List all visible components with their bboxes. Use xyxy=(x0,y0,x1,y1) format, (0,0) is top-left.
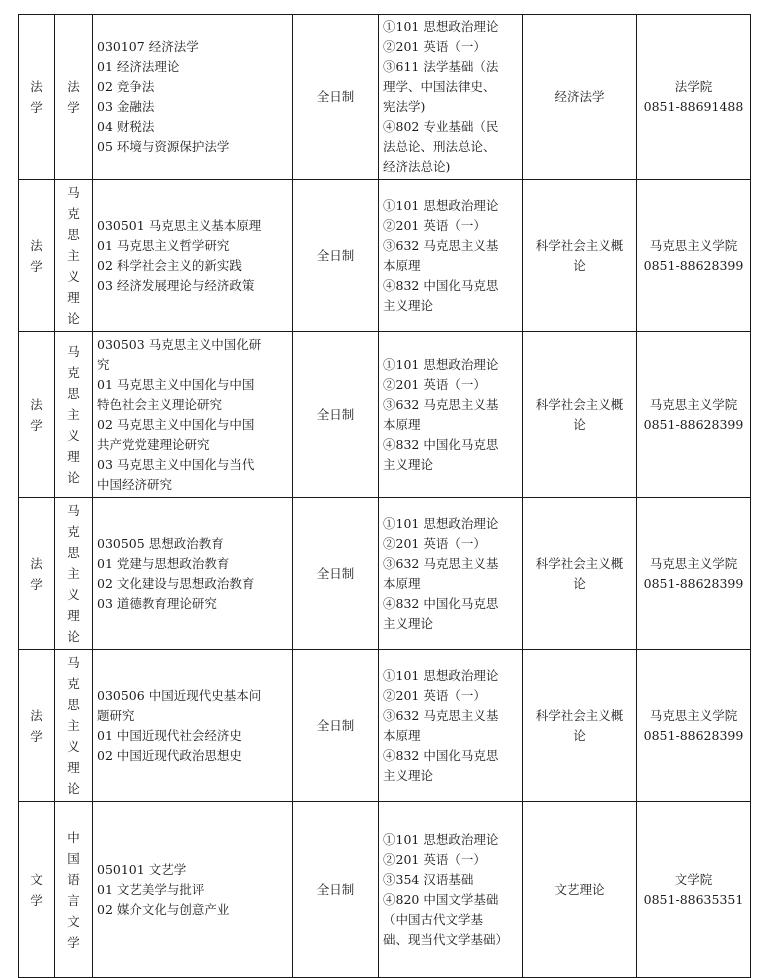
exam-subjects-cell-line: 本原理 xyxy=(383,727,421,743)
category-cell xyxy=(19,650,55,802)
program-cell-line: 05 环境与资源保护法学 xyxy=(97,139,230,154)
category-cell xyxy=(19,15,55,180)
discipline-cell xyxy=(55,650,93,802)
program-cell-line: 03 道德教育理论研究 xyxy=(97,595,217,611)
program-cell-line: 030506 中国近现代史基本问 xyxy=(97,687,262,703)
contact-cell xyxy=(637,802,751,978)
program-cell-line: 究 xyxy=(97,356,110,372)
program-cell-line: 02 马克思主义中国化与中国 xyxy=(97,416,255,432)
retest-subject-cell xyxy=(523,180,637,332)
program-cell-line: 030505 思想政治教育 xyxy=(97,535,224,551)
program-cell-line: 01 党建与思想政治教育 xyxy=(97,555,230,571)
exam-subjects-cell xyxy=(379,180,523,332)
program-cell-line: 特色社会主义理论研究 xyxy=(97,396,223,412)
retest-subject-cell xyxy=(523,498,637,650)
contact-cell-line: 0851-88691488 xyxy=(643,99,744,114)
program-cell-line: 030107 经济法学 xyxy=(97,39,199,54)
exam-subjects-cell-line: 法总论、刑法总论、 xyxy=(383,139,496,154)
table-row xyxy=(19,15,751,180)
program-cell-line: 02 竞争法 xyxy=(97,79,155,94)
contact-cell-line: 0851-88628399 xyxy=(643,416,744,432)
exam-subjects-cell-line: （中国古代文学基 xyxy=(383,911,484,927)
discipline-cell-text: 马克思主义理论 xyxy=(67,503,80,644)
table-row xyxy=(19,180,751,332)
contact-cell-line: 0851-88628399 xyxy=(643,727,744,743)
program-cell xyxy=(93,650,293,802)
program-cell-line: 01 经济法理论 xyxy=(97,59,180,74)
exam-subjects-cell-line: 主义理论 xyxy=(383,297,434,313)
program-cell-line: 050101 文艺学 xyxy=(97,861,187,877)
exam-subjects-cell xyxy=(379,802,523,978)
program-cell-line: 03 经济发展理论与经济政策 xyxy=(97,277,255,293)
retest-subject-cell-line: 论 xyxy=(573,727,586,743)
exam-subjects-cell-line: ③632 马克思主义基 xyxy=(383,707,499,723)
exam-subjects-cell-line: ②201 英语（一） xyxy=(383,687,486,703)
contact-cell xyxy=(637,180,751,332)
contact-cell-line: 法学院 xyxy=(674,79,713,94)
program-cell xyxy=(93,15,293,180)
retest-subject-cell xyxy=(523,332,637,498)
contact-cell-line: 0851-88635351 xyxy=(643,891,744,907)
retest-subject-cell xyxy=(523,15,637,180)
exam-subjects-cell-line: ④820 中国文学基础 xyxy=(383,891,499,907)
discipline-cell xyxy=(55,15,93,180)
program-cell-line: 03 金融法 xyxy=(97,99,155,114)
study-mode-cell: 全日制 xyxy=(293,650,379,802)
study-mode-cell: 全日制 xyxy=(293,15,379,180)
contact-cell-line: 马克思主义学院 xyxy=(649,707,738,723)
contact-cell-line: 马克思主义学院 xyxy=(649,237,738,253)
exam-subjects-cell-line: ④832 中国化马克思 xyxy=(383,277,499,293)
program-cell-line: 030501 马克思主义基本原理 xyxy=(97,217,262,233)
exam-subjects-cell-line: ①101 思想政治理论 xyxy=(383,197,499,213)
category-cell xyxy=(19,180,55,332)
discipline-cell xyxy=(55,498,93,650)
program-cell-line: 01 马克思主义中国化与中国 xyxy=(97,376,255,392)
program-cell xyxy=(93,802,293,978)
category-cell xyxy=(19,802,55,978)
category-cell-text: 文学 xyxy=(30,871,43,908)
discipline-cell-text: 中国语言文学 xyxy=(67,829,80,950)
program-cell xyxy=(93,498,293,650)
study-mode-cell: 全日制 xyxy=(293,498,379,650)
exam-subjects-cell-line: ③632 马克思主义基 xyxy=(383,396,499,412)
exam-subjects-cell-line: ②201 英语（一） xyxy=(383,851,486,867)
exam-subjects-cell xyxy=(379,332,523,498)
study-mode-cell: 全日制 xyxy=(293,802,379,978)
table-row xyxy=(19,802,751,978)
retest-subject-cell-line: 论 xyxy=(573,575,586,591)
contact-cell-line: 马克思主义学院 xyxy=(649,555,738,571)
category-cell-text: 法学 xyxy=(30,707,43,744)
program-cell-line: 01 中国近现代社会经济史 xyxy=(97,727,242,743)
exam-subjects-cell-line: ①101 思想政治理论 xyxy=(383,515,499,531)
category-cell-text: 法学 xyxy=(30,237,43,274)
contact-cell xyxy=(637,15,751,180)
contact-cell-line: 0851-88628399 xyxy=(643,575,744,591)
exam-subjects-cell xyxy=(379,498,523,650)
program-cell-line: 030503 马克思主义中国化研 xyxy=(97,336,262,352)
program-cell-line: 02 文化建设与思想政治教育 xyxy=(97,575,255,591)
exam-subjects-cell-line: 础、现当代文学基础） xyxy=(383,931,509,947)
exam-subjects-cell-line: 经济法总论) xyxy=(383,159,451,174)
exam-subjects-cell-line: ④832 中国化马克思 xyxy=(383,595,499,611)
program-cell xyxy=(93,180,293,332)
program-cell-line: 02 中国近现代政治思想史 xyxy=(97,747,242,763)
retest-subject-cell xyxy=(523,802,637,978)
retest-subject-cell-line: 论 xyxy=(573,257,586,273)
discipline-cell-text: 法学 xyxy=(67,79,80,115)
contact-cell xyxy=(637,498,751,650)
discipline-cell-text: 马克思主义理论 xyxy=(67,344,80,485)
discipline-cell-text: 马克思主义理论 xyxy=(67,655,80,796)
exam-subjects-cell-line: ③632 马克思主义基 xyxy=(383,237,499,253)
exam-subjects-cell-line: 主义理论 xyxy=(383,767,434,783)
exam-subjects-cell-line: 本原理 xyxy=(383,257,421,273)
category-cell-text: 法学 xyxy=(30,79,43,115)
retest-subject-cell-line: 科学社会主义概 xyxy=(535,396,624,412)
exam-subjects-cell-line: 主义理论 xyxy=(383,615,434,631)
retest-subject-cell-line: 科学社会主义概 xyxy=(535,555,624,571)
contact-cell-line: 马克思主义学院 xyxy=(649,396,738,412)
exam-subjects-cell-line: ③611 法学基础（法 xyxy=(383,59,499,74)
discipline-cell-text: 马克思主义理论 xyxy=(67,185,80,326)
contact-cell xyxy=(637,332,751,498)
study-mode-cell: 全日制 xyxy=(293,332,379,498)
exam-subjects-cell-line: 理学、中国法律史、 xyxy=(383,79,496,94)
exam-subjects-cell-line: 宪法学) xyxy=(383,99,426,114)
program-cell-line: 02 科学社会主义的新实践 xyxy=(97,257,242,273)
retest-subject-cell xyxy=(523,650,637,802)
exam-subjects-cell-line: 本原理 xyxy=(383,416,421,432)
retest-subject-cell-line: 论 xyxy=(573,416,586,432)
exam-subjects-cell-line: ①101 思想政治理论 xyxy=(383,831,499,847)
exam-subjects-cell-line: ④832 中国化马克思 xyxy=(383,436,499,452)
contact-cell-line: 0851-88628399 xyxy=(643,257,744,273)
exam-subjects-cell xyxy=(379,15,523,180)
category-cell xyxy=(19,332,55,498)
category-cell-text: 法学 xyxy=(30,555,43,592)
exam-subjects-cell-line: ④802 专业基础（民 xyxy=(383,119,499,134)
program-cell-line: 02 媒介文化与创意产业 xyxy=(97,901,230,917)
table-row xyxy=(19,650,751,802)
retest-subject-cell-line: 文艺理论 xyxy=(554,881,605,897)
discipline-cell xyxy=(55,180,93,332)
exam-subjects-cell-line: ①101 思想政治理论 xyxy=(383,667,499,683)
exam-subjects-cell-line: ②201 英语（一） xyxy=(383,217,486,233)
contact-cell-line: 文学院 xyxy=(674,871,713,887)
retest-subject-cell-line: 经济法学 xyxy=(554,89,605,104)
retest-subject-cell-line: 科学社会主义概 xyxy=(535,707,624,723)
exam-subjects-cell-line: ②201 英语（一） xyxy=(383,376,486,392)
program-cell-line: 共产党党建理论研究 xyxy=(97,436,210,452)
program-cell-line: 01 马克思主义哲学研究 xyxy=(97,237,230,253)
exam-subjects-cell-line: 主义理论 xyxy=(383,456,434,472)
contact-cell xyxy=(637,650,751,802)
program-cell-line: 03 马克思主义中国化与当代 xyxy=(97,456,255,472)
table-row xyxy=(19,498,751,650)
category-cell xyxy=(19,498,55,650)
program-table xyxy=(18,14,751,978)
exam-subjects-cell-line: ④832 中国化马克思 xyxy=(383,747,499,763)
discipline-cell xyxy=(55,802,93,978)
exam-subjects-cell-line: ③632 马克思主义基 xyxy=(383,555,499,571)
program-cell-line: 中国经济研究 xyxy=(97,476,173,492)
program-cell-line: 01 文艺美学与批评 xyxy=(97,881,205,897)
exam-subjects-cell-line: ③354 汉语基础 xyxy=(383,871,474,887)
table-row xyxy=(19,332,751,498)
program-cell xyxy=(93,332,293,498)
study-mode-cell: 全日制 xyxy=(293,180,379,332)
retest-subject-cell-line: 科学社会主义概 xyxy=(535,237,624,253)
exam-subjects-cell-line: ②201 英语（一） xyxy=(383,535,486,551)
program-cell-line: 题研究 xyxy=(97,707,135,723)
exam-subjects-cell-line: ①101 思想政治理论 xyxy=(383,19,499,34)
exam-subjects-cell-line: ②201 英语（一） xyxy=(383,39,486,54)
exam-subjects-cell-line: 本原理 xyxy=(383,575,421,591)
discipline-cell xyxy=(55,332,93,498)
exam-subjects-cell-line: ①101 思想政治理论 xyxy=(383,356,499,372)
program-cell-line: 04 财税法 xyxy=(97,119,155,134)
exam-subjects-cell xyxy=(379,650,523,802)
category-cell-text: 法学 xyxy=(30,396,43,433)
